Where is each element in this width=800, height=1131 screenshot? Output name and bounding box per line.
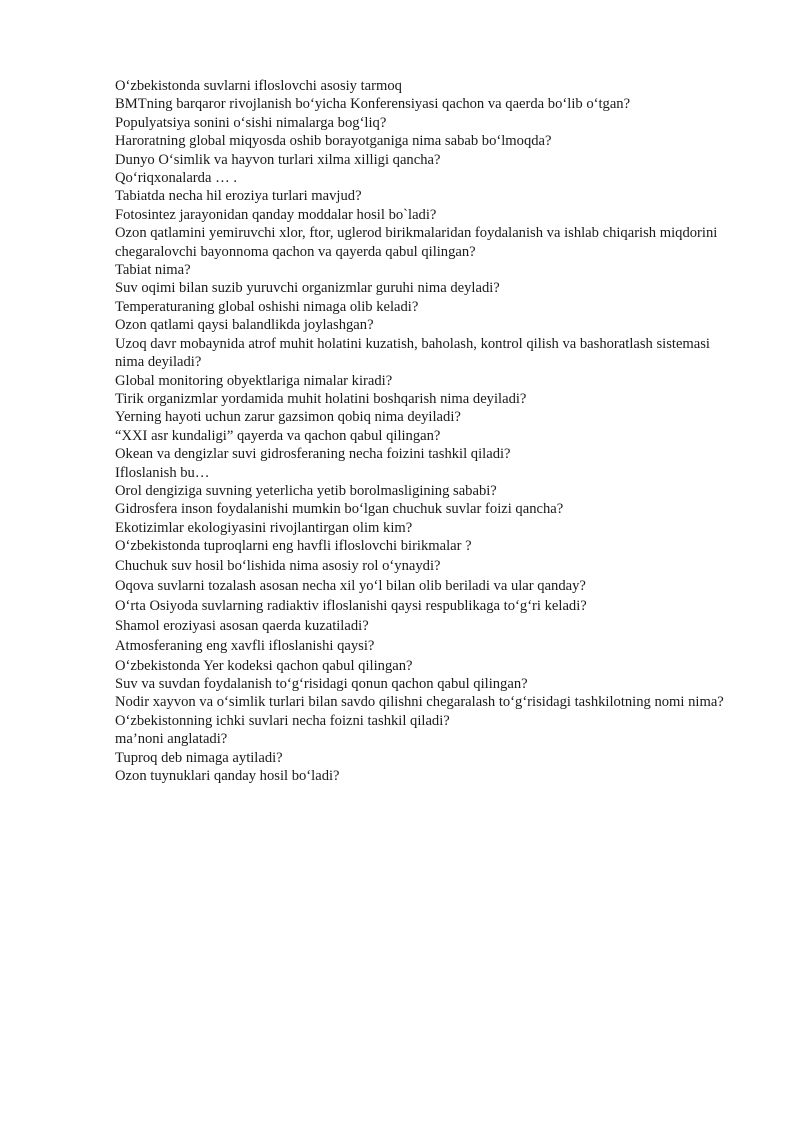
question-item: Tabiatda necha hil eroziya turlari mavjud? xyxy=(115,188,362,205)
question-item: Qo‘riqxonalarda … . xyxy=(115,170,237,187)
question-item: BMTning barqaror rivojlanish bo‘yicha Konferensiyasi qachon va qaerda bo‘lib o‘tgan? xyxy=(115,96,631,113)
question-item: Global monitoring obyektlariga nimalar kiradi? xyxy=(115,372,393,389)
question-item: Ozon qatlami qaysi balandlikda joylashgan? xyxy=(115,317,374,334)
question-item: Uzoq davr mobaynida atrof muhit holatini kuzatish, baholash, kontrol qilish va bashoratlash sistemasi nima deyiladi? xyxy=(115,335,710,371)
question-item: O‘zbekistonning ichki suvlari necha foizni tashkil qiladi? xyxy=(115,712,450,729)
question-item: O‘zbekistonda suvlarni ifloslovchi asosiy tarmoq xyxy=(115,78,402,94)
question-item: O‘zbekistonda Yer kodeksi qachon qabul qilingan? xyxy=(115,657,413,674)
question-item: Tuproq deb nimaga aytiladi? xyxy=(115,749,283,766)
question-item: Atmosferaning eng xavfli ifloslanishi qaysi? xyxy=(115,637,375,654)
question-item: Tirik organizmlar yordamida muhit holatini boshqarish nima deyiladi? xyxy=(115,390,527,407)
question-item: Yerning hayoti uchun zarur gazsimon qobiq nima deyiladi? xyxy=(115,409,461,426)
question-item: Ekotizimlar ekologiyasini rivojlantirgan olim kim? xyxy=(115,519,413,536)
question-item: Chuchuk suv hosil bo‘lishida nima asosiy rol o‘ynaydi? xyxy=(115,558,441,575)
question-item: Okean va dengizlar suvi gidrosferaning necha foizini tashkil qiladi? xyxy=(115,446,511,463)
question-item: Oqova suvlarni tozalash asosan necha xil yo‘l bilan olib beriladi va ular qanday? xyxy=(115,577,586,594)
question-item: Tabiat nima? xyxy=(115,262,191,279)
question-item: Nodir xayvon va o‘simlik turlari bilan savdo qilishni chegaralash to‘g‘risidagi tashkilotning nomi nima? xyxy=(115,694,724,711)
question-list xyxy=(115,77,725,785)
question-item: ma’noni anglatadi? xyxy=(115,731,228,748)
question-item: Ozon tuynuklari qanday hosil bo‘ladi? xyxy=(115,768,340,785)
question-item: Ozon qatlamini yemiruvchi xlor, ftor, uglerod birikmalaridan foydalanish va ishlab chiqarish miqdorini chegaralovchi bayonnoma qachon va qayerda qabul qilingan? xyxy=(115,225,718,260)
question-item: Ifloslanish bu… xyxy=(115,464,210,481)
question-item: Dunyo O‘simlik va hayvon turlari xilma xilligi qancha? xyxy=(115,151,441,168)
question-item: Haroratning global miqyosda oshib borayotganiga nima sabab bo‘lmoqda? xyxy=(115,133,552,150)
question-item: Temperaturaning global oshishi nimaga olib keladi? xyxy=(115,298,419,315)
question-item: Shamol eroziyasi asosan qaerda kuzatiladi? xyxy=(115,617,369,634)
question-item: “XXI asr kundaligi” qayerda va qachon qabul qilingan? xyxy=(115,427,441,444)
question-item: Suv oqimi bilan suzib yuruvchi organizmlar guruhi nima deyladi? xyxy=(115,280,500,297)
question-item: Gidrosfera inson foydalanishi mumkin bo‘lgan chuchuk suvlar foizi qancha? xyxy=(115,501,564,518)
question-item: Orol dengiziga suvning yeterlicha yetib borolmasligining sababi? xyxy=(115,482,497,499)
question-item: O‘rta Osiyoda suvlarning radiaktiv ifloslanishi qaysi respublikaga to‘g‘ri keladi? xyxy=(115,597,587,614)
question-item: Suv va suvdan foydalanish to‘g‘risidagi qonun qachon qabul qilingan? xyxy=(115,676,528,692)
question-item: Fotosintez jarayonidan qanday moddalar hosil bo`ladi? xyxy=(115,206,437,223)
question-item: Populyatsiya sonini o‘sishi nimalarga bog‘liq? xyxy=(115,114,387,131)
question-item: O‘zbekistonda tuproqlarni eng havfli ifloslovchi birikmalar ? xyxy=(115,538,472,555)
